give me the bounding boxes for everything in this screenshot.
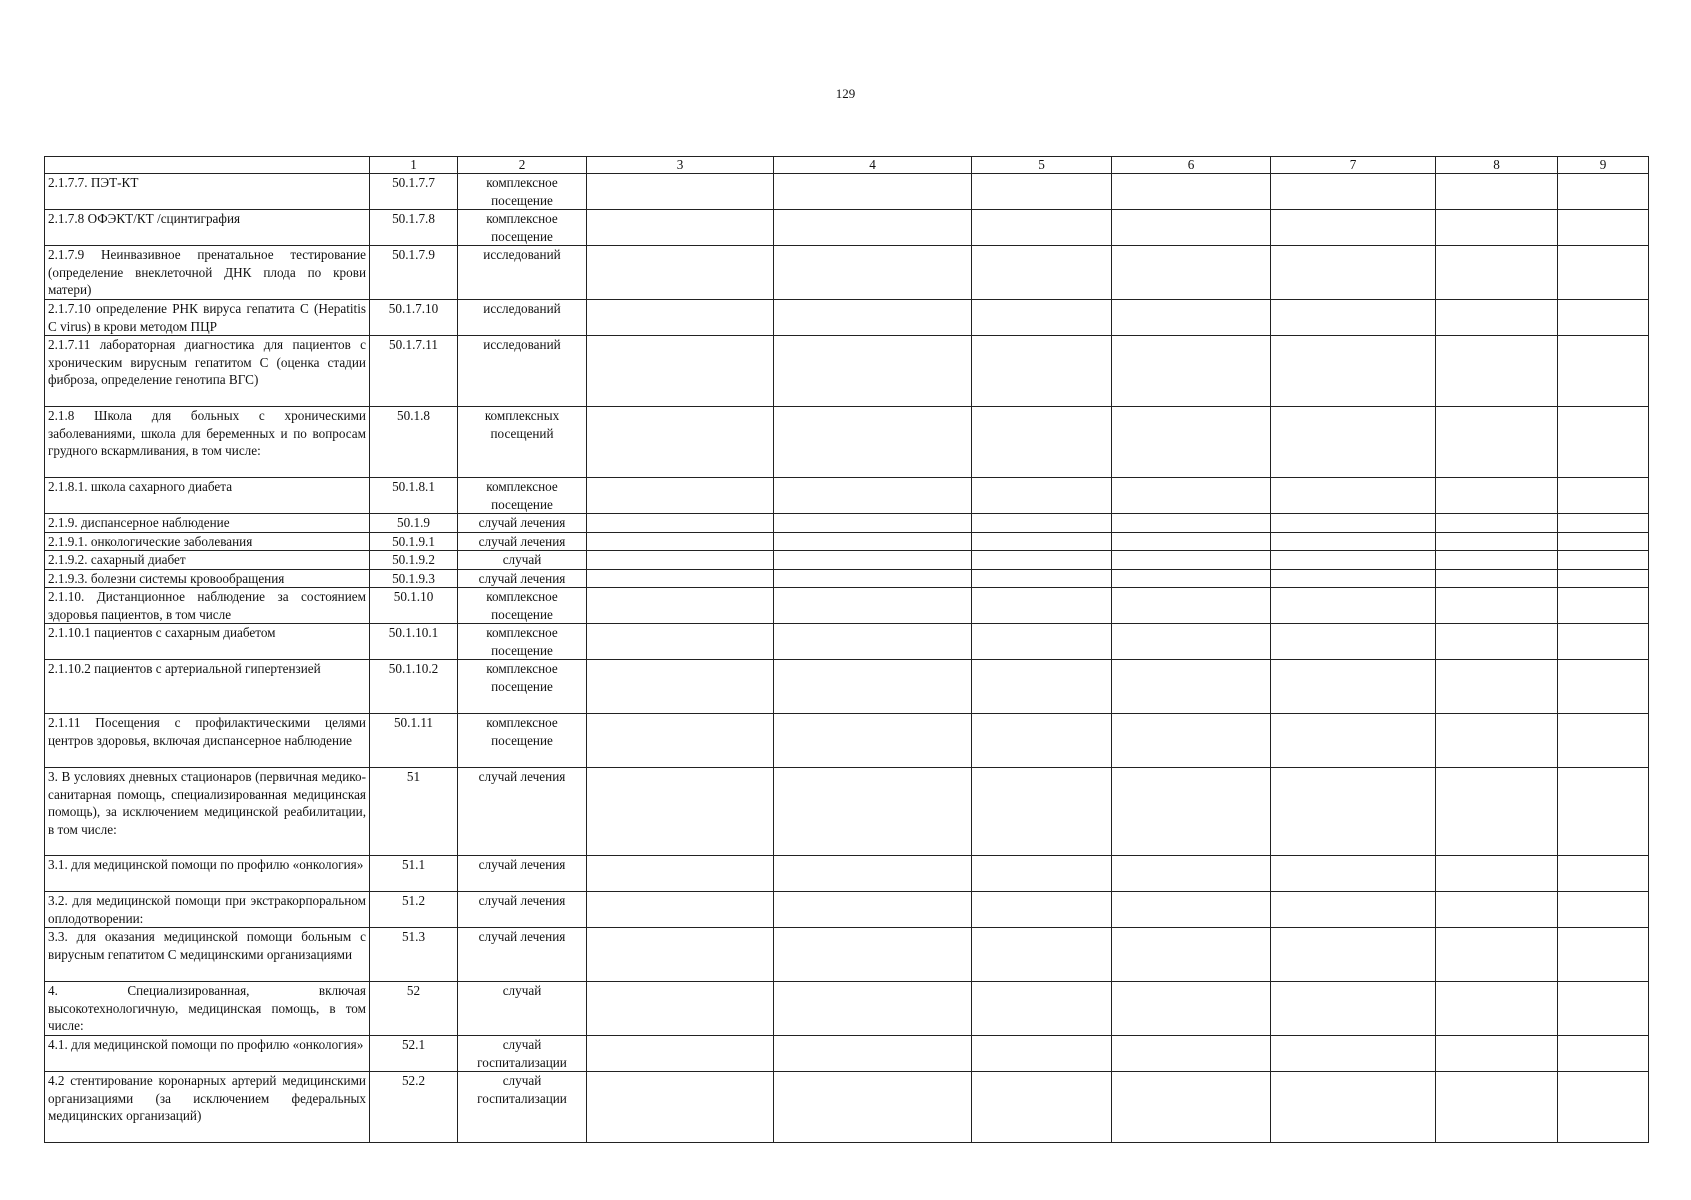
empty-cell — [1271, 928, 1436, 982]
row-description: 2.1.10. Дистанционное наблюдение за состоянием здоровья пациентов, в том числе — [45, 588, 370, 624]
empty-cell — [587, 588, 774, 624]
row-unit: случай лечения — [458, 569, 587, 588]
row-description: 2.1.7.10 определение РНК вируса гепатита С (Hepatitis C virus) в крови методом ПЦР — [45, 300, 370, 336]
empty-cell — [1112, 300, 1271, 336]
row-description: 2.1.11 Посещения с профилактическими целями центров здоровья, включая диспансерное наблюдение — [45, 714, 370, 768]
empty-cell — [1558, 532, 1649, 551]
header-cell: 2 — [458, 157, 587, 174]
row-unit: комплексное посещение — [458, 660, 587, 714]
table-row — [45, 588, 1649, 624]
row-code: 51 — [370, 768, 458, 856]
table-row — [45, 551, 1649, 570]
empty-cell — [1271, 514, 1436, 533]
table-row — [45, 532, 1649, 551]
empty-cell — [972, 569, 1112, 588]
empty-cell — [587, 569, 774, 588]
empty-cell — [587, 660, 774, 714]
header-cell: 9 — [1558, 157, 1649, 174]
table-row — [45, 569, 1649, 588]
header-cell: 8 — [1436, 157, 1558, 174]
empty-cell — [1436, 856, 1558, 892]
empty-cell — [1271, 982, 1436, 1036]
empty-cell — [1271, 210, 1436, 246]
row-unit: случай госпитализации — [458, 1036, 587, 1072]
empty-cell — [972, 660, 1112, 714]
empty-cell — [1271, 478, 1436, 514]
empty-cell — [774, 300, 972, 336]
empty-cell — [972, 892, 1112, 928]
empty-cell — [774, 407, 972, 478]
row-unit: комплексное посещение — [458, 174, 587, 210]
table-row — [45, 407, 1649, 478]
empty-cell — [972, 856, 1112, 892]
empty-cell — [1112, 551, 1271, 570]
row-description: 2.1.10.2 пациентов с артериальной гипертензией — [45, 660, 370, 714]
empty-cell — [774, 478, 972, 514]
empty-cell — [1112, 478, 1271, 514]
empty-cell — [972, 928, 1112, 982]
empty-cell — [972, 300, 1112, 336]
empty-cell — [1112, 982, 1271, 1036]
row-unit: случай лечения — [458, 856, 587, 892]
empty-cell — [774, 532, 972, 551]
empty-cell — [587, 1072, 774, 1143]
row-unit: исследований — [458, 300, 587, 336]
table-row — [45, 856, 1649, 892]
empty-cell — [1558, 407, 1649, 478]
table-row — [45, 1072, 1649, 1143]
empty-cell — [1112, 624, 1271, 660]
row-code: 52.2 — [370, 1072, 458, 1143]
row-code: 51.3 — [370, 928, 458, 982]
empty-cell — [1112, 514, 1271, 533]
empty-cell — [774, 1072, 972, 1143]
empty-cell — [1558, 551, 1649, 570]
header-cell: 1 — [370, 157, 458, 174]
empty-cell — [1112, 336, 1271, 407]
empty-cell — [972, 336, 1112, 407]
table-row — [45, 514, 1649, 533]
empty-cell — [1558, 514, 1649, 533]
row-unit: случай — [458, 982, 587, 1036]
row-code: 50.1.7.7 — [370, 174, 458, 210]
empty-cell — [587, 768, 774, 856]
empty-cell — [1271, 336, 1436, 407]
row-description: 2.1.7.7. ПЭТ-КТ — [45, 174, 370, 210]
empty-cell — [1558, 624, 1649, 660]
row-description: 4.2 стентирование коронарных артерий медицинскими организациями (за исключением федеральных медицинских организаций) — [45, 1072, 370, 1143]
empty-cell — [1436, 551, 1558, 570]
header-cell: 5 — [972, 157, 1112, 174]
empty-cell — [774, 928, 972, 982]
row-code: 50.1.11 — [370, 714, 458, 768]
empty-cell — [1271, 246, 1436, 300]
empty-cell — [972, 210, 1112, 246]
row-unit: случай лечения — [458, 928, 587, 982]
empty-cell — [774, 174, 972, 210]
empty-cell — [1558, 1036, 1649, 1072]
empty-cell — [1112, 1036, 1271, 1072]
empty-cell — [1436, 246, 1558, 300]
empty-cell — [972, 714, 1112, 768]
row-description: 2.1.10.1 пациентов с сахарным диабетом — [45, 624, 370, 660]
row-unit: случай лечения — [458, 768, 587, 856]
empty-cell — [774, 551, 972, 570]
empty-cell — [1436, 569, 1558, 588]
empty-cell — [972, 982, 1112, 1036]
header-cell: 6 — [1112, 157, 1271, 174]
row-description: 2.1.7.11 лабораторная диагностика для пациентов с хроническим вирусным гепатитом С (оценка стадии фиброза, определение генотипа ВГС) — [45, 336, 370, 407]
row-description: 2.1.8.1. школа сахарного диабета — [45, 478, 370, 514]
empty-cell — [1436, 407, 1558, 478]
empty-cell — [774, 588, 972, 624]
empty-cell — [587, 210, 774, 246]
empty-cell — [1558, 856, 1649, 892]
row-code: 50.1.7.9 — [370, 246, 458, 300]
empty-cell — [1112, 210, 1271, 246]
data-table — [44, 156, 1649, 1143]
empty-cell — [1558, 336, 1649, 407]
row-unit: комплексное посещение — [458, 624, 587, 660]
table-row — [45, 714, 1649, 768]
empty-cell — [1271, 624, 1436, 660]
row-code: 50.1.9 — [370, 514, 458, 533]
empty-cell — [587, 856, 774, 892]
empty-cell — [1558, 588, 1649, 624]
empty-cell — [587, 928, 774, 982]
empty-cell — [1558, 210, 1649, 246]
empty-cell — [1112, 856, 1271, 892]
table-row — [45, 246, 1649, 300]
empty-cell — [587, 551, 774, 570]
empty-cell — [1436, 210, 1558, 246]
row-code: 51.1 — [370, 856, 458, 892]
empty-cell — [1112, 892, 1271, 928]
empty-cell — [774, 982, 972, 1036]
row-description: 2.1.7.8 ОФЭКТ/КТ /сцинтиграфия — [45, 210, 370, 246]
empty-cell — [587, 892, 774, 928]
row-description: 4. Специализированная, включая высокотехнологичную, медицинская помощь, в том числе: — [45, 982, 370, 1036]
row-code: 50.1.10 — [370, 588, 458, 624]
table-row — [45, 1036, 1649, 1072]
empty-cell — [774, 856, 972, 892]
row-unit: случай лечения — [458, 532, 587, 551]
empty-cell — [774, 892, 972, 928]
empty-cell — [972, 478, 1112, 514]
header-cell: 3 — [587, 157, 774, 174]
empty-cell — [587, 336, 774, 407]
empty-cell — [774, 514, 972, 533]
empty-cell — [972, 1036, 1112, 1072]
empty-cell — [587, 246, 774, 300]
empty-cell — [1436, 532, 1558, 551]
empty-cell — [774, 569, 972, 588]
empty-cell — [1112, 588, 1271, 624]
empty-cell — [1558, 982, 1649, 1036]
row-unit: комплексное посещение — [458, 714, 587, 768]
empty-cell — [1436, 768, 1558, 856]
empty-cell — [972, 246, 1112, 300]
empty-cell — [1436, 714, 1558, 768]
row-code: 50.1.7.11 — [370, 336, 458, 407]
empty-cell — [587, 300, 774, 336]
header-cell: 4 — [774, 157, 972, 174]
empty-cell — [587, 478, 774, 514]
empty-cell — [972, 514, 1112, 533]
empty-cell — [1271, 407, 1436, 478]
empty-cell — [1112, 768, 1271, 856]
row-unit: случай — [458, 551, 587, 570]
row-unit: комплексное посещение — [458, 588, 587, 624]
empty-cell — [972, 588, 1112, 624]
empty-cell — [587, 407, 774, 478]
row-description: 4.1. для медицинской помощи по профилю «онкология» — [45, 1036, 370, 1072]
empty-cell — [1558, 478, 1649, 514]
table-row — [45, 478, 1649, 514]
empty-cell — [587, 982, 774, 1036]
empty-cell — [587, 714, 774, 768]
empty-cell — [1558, 300, 1649, 336]
row-description: 2.1.8 Школа для больных с хроническими заболеваниями, школа для беременных и по вопросам грудного вскармливания, в том числе: — [45, 407, 370, 478]
row-code: 50.1.10.1 — [370, 624, 458, 660]
empty-cell — [587, 514, 774, 533]
empty-cell — [1112, 660, 1271, 714]
empty-cell — [1271, 300, 1436, 336]
empty-cell — [1112, 407, 1271, 478]
empty-cell — [1436, 174, 1558, 210]
empty-cell — [1436, 514, 1558, 533]
table-row — [45, 210, 1649, 246]
empty-cell — [1112, 928, 1271, 982]
empty-cell — [587, 624, 774, 660]
empty-cell — [1271, 660, 1436, 714]
row-unit: комплексное посещение — [458, 210, 587, 246]
row-code: 50.1.8 — [370, 407, 458, 478]
row-code: 50.1.9.2 — [370, 551, 458, 570]
empty-cell — [1271, 892, 1436, 928]
empty-cell — [774, 246, 972, 300]
row-description: 2.1.9. диспансерное наблюдение — [45, 514, 370, 533]
header-cell: 7 — [1271, 157, 1436, 174]
empty-cell — [1558, 768, 1649, 856]
row-description: 3.1. для медицинской помощи по профилю «онкология» — [45, 856, 370, 892]
empty-cell — [774, 768, 972, 856]
empty-cell — [1271, 714, 1436, 768]
table-row — [45, 928, 1649, 982]
row-code: 52.1 — [370, 1036, 458, 1072]
empty-cell — [972, 174, 1112, 210]
empty-cell — [972, 768, 1112, 856]
row-unit: случай госпитализации — [458, 1072, 587, 1143]
empty-cell — [1436, 336, 1558, 407]
empty-cell — [1112, 1072, 1271, 1143]
row-description: 3. В условиях дневных стационаров (первичная медико-санитарная помощь, специализированная медицинская помощь), за исключением медицинской реабилитации, в том числе: — [45, 768, 370, 856]
row-code: 50.1.10.2 — [370, 660, 458, 714]
row-code: 50.1.7.10 — [370, 300, 458, 336]
empty-cell — [1558, 892, 1649, 928]
table-row — [45, 660, 1649, 714]
row-unit: комплексных посещений — [458, 407, 587, 478]
row-description: 2.1.9.1. онкологические заболевания — [45, 532, 370, 551]
empty-cell — [972, 1072, 1112, 1143]
row-description: 2.1.9.3. болезни системы кровообращения — [45, 569, 370, 588]
table-header-row — [45, 157, 1649, 174]
table-row — [45, 174, 1649, 210]
table-body — [45, 157, 1649, 1143]
empty-cell — [1558, 246, 1649, 300]
empty-cell — [774, 624, 972, 660]
row-code: 50.1.9.1 — [370, 532, 458, 551]
table-row — [45, 982, 1649, 1036]
table-row — [45, 300, 1649, 336]
empty-cell — [774, 336, 972, 407]
empty-cell — [972, 532, 1112, 551]
page-number: 129 — [835, 86, 856, 101]
empty-cell — [972, 624, 1112, 660]
empty-cell — [1271, 768, 1436, 856]
empty-cell — [1436, 478, 1558, 514]
empty-cell — [1271, 174, 1436, 210]
row-unit: случай лечения — [458, 892, 587, 928]
empty-cell — [1436, 982, 1558, 1036]
empty-cell — [1271, 588, 1436, 624]
row-code: 50.1.8.1 — [370, 478, 458, 514]
empty-cell — [1436, 660, 1558, 714]
empty-cell — [972, 407, 1112, 478]
empty-cell — [1436, 624, 1558, 660]
empty-cell — [587, 532, 774, 551]
empty-cell — [1436, 1072, 1558, 1143]
row-description: 3.2. для медицинской помощи при экстракорпоральном оплодотворении: — [45, 892, 370, 928]
empty-cell — [972, 551, 1112, 570]
empty-cell — [1558, 928, 1649, 982]
empty-cell — [1271, 569, 1436, 588]
empty-cell — [1558, 1072, 1649, 1143]
header-cell — [45, 157, 370, 174]
row-code: 50.1.9.3 — [370, 569, 458, 588]
table-row — [45, 624, 1649, 660]
empty-cell — [587, 1036, 774, 1072]
empty-cell — [1436, 1036, 1558, 1072]
empty-cell — [1436, 588, 1558, 624]
empty-cell — [1112, 532, 1271, 551]
row-unit: исследований — [458, 246, 587, 300]
row-unit: исследований — [458, 336, 587, 407]
empty-cell — [587, 174, 774, 210]
empty-cell — [1436, 928, 1558, 982]
empty-cell — [1558, 714, 1649, 768]
empty-cell — [1271, 532, 1436, 551]
empty-cell — [774, 1036, 972, 1072]
empty-cell — [1271, 1036, 1436, 1072]
table-row — [45, 768, 1649, 856]
empty-cell — [1271, 551, 1436, 570]
table-row — [45, 892, 1649, 928]
row-description: 3.3. для оказания медицинской помощи больным с вирусным гепатитом С медицинскими организациями — [45, 928, 370, 982]
table-row — [45, 336, 1649, 407]
empty-cell — [1112, 174, 1271, 210]
empty-cell — [1558, 174, 1649, 210]
empty-cell — [774, 714, 972, 768]
row-unit: случай лечения — [458, 514, 587, 533]
row-unit: комплексное посещение — [458, 478, 587, 514]
empty-cell — [1271, 856, 1436, 892]
row-description: 2.1.9.2. сахарный диабет — [45, 551, 370, 570]
empty-cell — [774, 210, 972, 246]
empty-cell — [774, 660, 972, 714]
empty-cell — [1558, 660, 1649, 714]
row-description: 2.1.7.9 Неинвазивное пренатальное тестирование (определение внеклеточной ДНК плода по крови матери) — [45, 246, 370, 300]
row-code: 52 — [370, 982, 458, 1036]
empty-cell — [1436, 300, 1558, 336]
empty-cell — [1558, 569, 1649, 588]
empty-cell — [1271, 1072, 1436, 1143]
empty-cell — [1112, 569, 1271, 588]
empty-cell — [1112, 246, 1271, 300]
empty-cell — [1112, 714, 1271, 768]
row-code: 51.2 — [370, 892, 458, 928]
row-code: 50.1.7.8 — [370, 210, 458, 246]
empty-cell — [1436, 892, 1558, 928]
